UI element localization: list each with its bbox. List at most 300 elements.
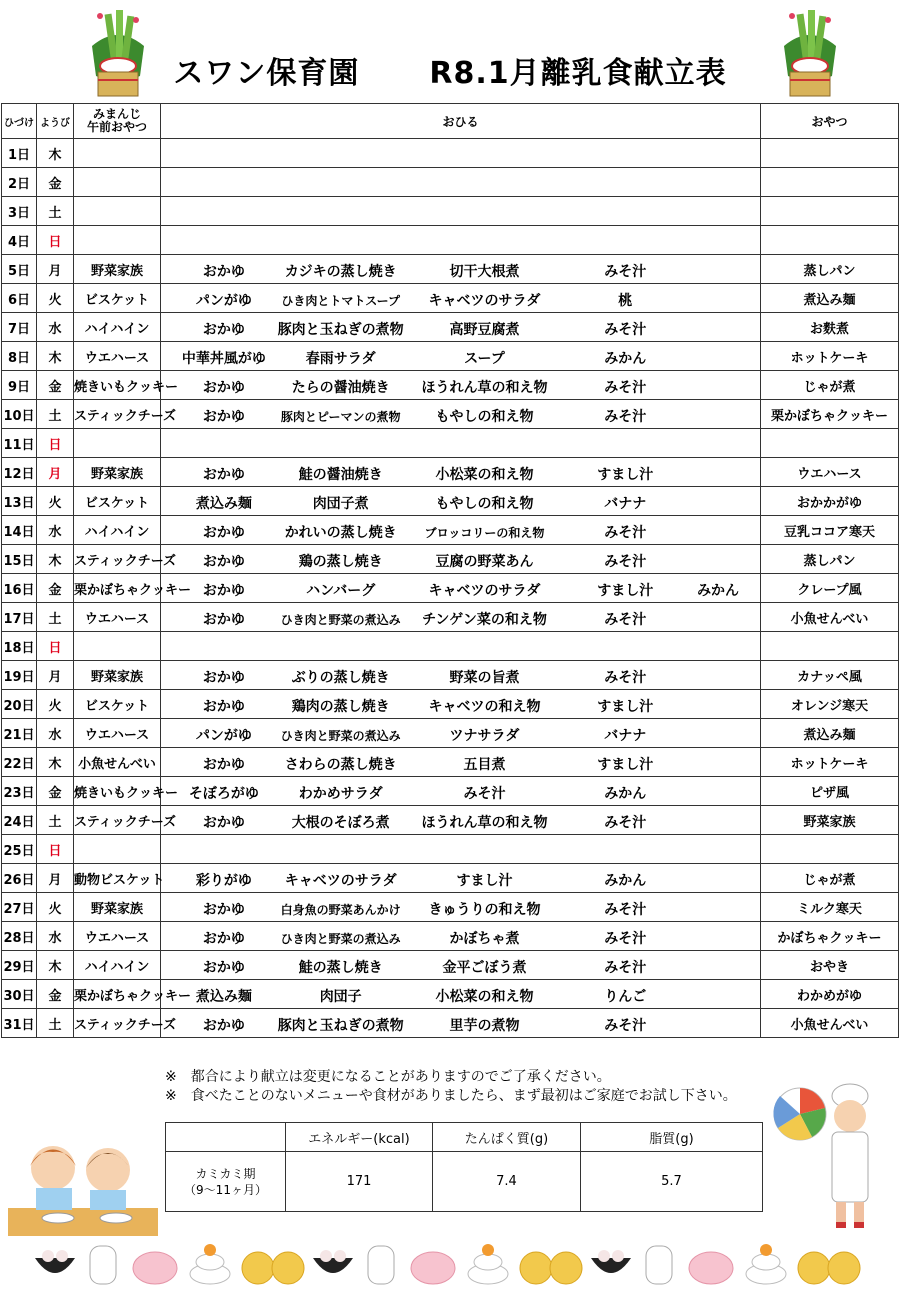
menu-row [2, 719, 899, 748]
lunch-item: きゅうりの和え物 [428, 902, 541, 918]
menu-row [2, 922, 899, 951]
nutrition-header: 脂質(g) [581, 1123, 763, 1152]
menu-row [2, 342, 899, 371]
nutrition-header: たんぱく質(g) [433, 1123, 581, 1152]
lunch-item: みそ汁 [604, 815, 647, 831]
date-cell: 15日 [2, 545, 37, 574]
lunch-item: みかん [604, 873, 647, 889]
lunch-item: 肉団子 [319, 989, 362, 1005]
date-cell: 18日 [2, 632, 37, 661]
am-snack-cell: ビスケット [74, 690, 161, 719]
lunch-item: すまし汁 [597, 699, 654, 715]
weekday-cell: 木 [37, 545, 74, 574]
weekday-cell: 土 [37, 1009, 74, 1038]
lunch-item: 中華丼風がゆ [181, 351, 266, 367]
lunch-cell [161, 864, 761, 893]
lunch-item: おかゆ [202, 554, 245, 570]
am-snack-cell: ビスケット [74, 284, 161, 313]
date-cell: 1日 [2, 139, 37, 168]
am-snack-cell [74, 139, 161, 168]
lunch-item: 彩りがゆ [195, 873, 252, 889]
pm-snack-cell: 栗かぼちゃクッキー [761, 400, 899, 429]
am-snack-cell: ビスケット [74, 487, 161, 516]
pm-snack-cell: ピザ風 [761, 777, 899, 806]
lunch-cell [161, 139, 761, 168]
weekday-cell: 月 [37, 458, 74, 487]
lunch-item: おかゆ [202, 699, 245, 715]
am-snack-cell [74, 168, 161, 197]
weekday-cell: 金 [37, 574, 74, 603]
lunch-item: 豚肉とピーマンの煮物 [280, 410, 401, 424]
weekday-cell: 月 [37, 864, 74, 893]
lunch-item: すまし汁 [456, 873, 513, 889]
date-cell: 20日 [2, 690, 37, 719]
am-snack-cell: 野菜家族 [74, 893, 161, 922]
notes [165, 1068, 737, 1106]
lunch-item: おかゆ [202, 380, 245, 396]
pm-snack-cell: 豆乳ココア寒天 [761, 516, 899, 545]
lunch-item: みそ汁 [604, 960, 647, 976]
nutrition-protein: 7.4 [433, 1152, 581, 1212]
date-cell: 3日 [2, 197, 37, 226]
lunch-cell [161, 255, 761, 284]
menu-table [1, 103, 899, 1038]
nutrition-row [166, 1152, 763, 1212]
weekday-cell: 木 [37, 342, 74, 371]
lunch-item: ひき肉と野菜の煮込み [280, 932, 401, 946]
pm-snack-cell [761, 197, 899, 226]
weekday-cell: 金 [37, 777, 74, 806]
lunch-cell [161, 458, 761, 487]
date-cell: 16日 [2, 574, 37, 603]
date-cell: 21日 [2, 719, 37, 748]
pm-snack-cell [761, 632, 899, 661]
lunch-item: おかゆ [202, 322, 245, 338]
nutritionist-icon [770, 1076, 890, 1231]
date-cell: 10日 [2, 400, 37, 429]
lunch-item: 鮭の醤油焼き [298, 467, 383, 483]
lunch-item: すまし汁 [597, 467, 654, 483]
date-cell: 28日 [2, 922, 37, 951]
lunch-cell [161, 400, 761, 429]
lunch-item: 里芋の煮物 [449, 1018, 520, 1034]
weekday-cell: 水 [37, 313, 74, 342]
lunch-item: かれいの蒸し焼き [284, 525, 397, 541]
am-snack-cell: ハイハイン [74, 313, 161, 342]
lunch-item: ひき肉と野菜の煮込み [280, 613, 401, 627]
lunch-cell [161, 313, 761, 342]
lunch-item: 切干大根煮 [449, 264, 520, 280]
lunch-cell [161, 342, 761, 371]
date-cell: 26日 [2, 864, 37, 893]
nutrition-header-row [166, 1123, 763, 1152]
school-name: スワン保育園 [173, 56, 360, 91]
date-cell: 25日 [2, 835, 37, 864]
menu-row [2, 197, 899, 226]
lunch-cell [161, 574, 761, 603]
lunch-item: 高野豆腐煮 [449, 322, 520, 338]
header-pm-snack: おやつ [761, 104, 899, 139]
lunch-item: さわらの蒸し焼き [284, 757, 397, 773]
date-cell: 8日 [2, 342, 37, 371]
pm-snack-cell: おやき [761, 951, 899, 980]
lunch-item: キャベツのサラダ [284, 873, 397, 889]
lunch-cell [161, 487, 761, 516]
pm-snack-cell: 蒸しパン [761, 545, 899, 574]
weekday-cell: 木 [37, 748, 74, 777]
date-cell: 2日 [2, 168, 37, 197]
lunch-item: 春雨サラダ [305, 351, 376, 367]
date-cell: 5日 [2, 255, 37, 284]
lunch-item: みそ汁 [604, 902, 647, 918]
date-cell: 31日 [2, 1009, 37, 1038]
lunch-item: 鶏肉の蒸し焼き [291, 699, 390, 715]
menu-row [2, 400, 899, 429]
lunch-item: ひき肉とトマトスープ [281, 294, 401, 308]
lunch-item: もやしの和え物 [435, 496, 534, 512]
lunch-item: パンがゆ [195, 728, 252, 744]
am-snack-cell: 野菜家族 [74, 661, 161, 690]
lunch-item: 五目煮 [463, 757, 506, 773]
lunch-item: 鶏の蒸し焼き [298, 554, 383, 570]
lunch-cell [161, 922, 761, 951]
am-snack-cell: ウエハース [74, 719, 161, 748]
am-snack-cell: ウエハース [74, 922, 161, 951]
pm-snack-cell [761, 226, 899, 255]
lunch-item: 豚肉と玉ねぎの煮物 [277, 1018, 404, 1034]
lunch-item: そぼろがゆ [188, 786, 259, 802]
date-cell: 30日 [2, 980, 37, 1009]
weekday-cell: 水 [37, 516, 74, 545]
menu-row [2, 951, 899, 980]
date-cell: 17日 [2, 603, 37, 632]
lunch-item: おかゆ [202, 525, 245, 541]
am-snack-cell [74, 197, 161, 226]
date-cell: 23日 [2, 777, 37, 806]
am-snack-cell: スティックチーズ [74, 545, 161, 574]
note-line: ※ 都合により献立は変更になることがありますのでご了承ください。 [165, 1069, 611, 1085]
lunch-cell [161, 226, 761, 255]
menu-row [2, 545, 899, 574]
lunch-cell [161, 777, 761, 806]
lunch-item: みそ汁 [604, 380, 647, 396]
lunch-cell [161, 516, 761, 545]
lunch-item: みそ汁 [604, 322, 647, 338]
lunch-item: りんご [604, 989, 647, 1005]
menu-title: R8.1月離乳食献立表 [429, 56, 727, 91]
header-dow: ようび [37, 104, 74, 139]
lunch-item: カジキの蒸し焼き [284, 264, 397, 280]
weekday-cell: 日 [37, 226, 74, 255]
lunch-item: みかん [697, 583, 740, 599]
lunch-item: 小松菜の和え物 [435, 467, 534, 483]
lunch-item: みそ汁 [604, 931, 647, 947]
lunch-cell [161, 1009, 761, 1038]
lunch-item: みそ汁 [604, 409, 647, 425]
am-snack-cell: ウエハース [74, 342, 161, 371]
note-line: ※ 食べたことのないメニューや食材がありましたら、まず最初はご家庭でお試し下さい。 [165, 1088, 737, 1104]
am-snack-cell: 野菜家族 [74, 458, 161, 487]
lunch-item: ほうれん草の和え物 [421, 380, 548, 396]
lunch-item: キャベツのサラダ [428, 583, 541, 599]
date-cell: 6日 [2, 284, 37, 313]
lunch-item: 豚肉と玉ねぎの煮物 [277, 322, 404, 338]
new-year-food-border-icon [30, 1238, 890, 1288]
lunch-item: ハンバーグ [306, 583, 376, 599]
menu-row [2, 371, 899, 400]
lunch-cell [161, 951, 761, 980]
lunch-item: おかゆ [202, 467, 245, 483]
pm-snack-cell: 野菜家族 [761, 806, 899, 835]
am-snack-cell: スティックチーズ [74, 400, 161, 429]
menu-row [2, 226, 899, 255]
date-cell: 11日 [2, 429, 37, 458]
menu-row [2, 429, 899, 458]
lunch-item: みそ汁 [604, 554, 647, 570]
lunch-item: みそ汁 [604, 670, 647, 686]
am-snack-cell: スティックチーズ [74, 806, 161, 835]
pm-snack-cell: ホットケーキ [761, 748, 899, 777]
date-cell: 12日 [2, 458, 37, 487]
nutrition-fat: 5.7 [581, 1152, 763, 1212]
menu-row [2, 980, 899, 1009]
lunch-item: ツナサラダ [449, 728, 520, 744]
weekday-cell: 日 [37, 632, 74, 661]
lunch-item: すまし汁 [597, 757, 654, 773]
lunch-cell [161, 168, 761, 197]
lunch-item: ほうれん草の和え物 [421, 815, 548, 831]
pm-snack-cell: 煮込み麺 [761, 284, 899, 313]
lunch-item: 白身魚の野菜あんかけ [280, 903, 401, 917]
menu-row [2, 313, 899, 342]
weekday-cell: 金 [37, 371, 74, 400]
nutrition-energy: 171 [286, 1152, 433, 1212]
pm-snack-cell: わかめがゆ [761, 980, 899, 1009]
am-snack-cell [74, 632, 161, 661]
menu-row [2, 168, 899, 197]
menu-row [2, 603, 899, 632]
weekday-cell: 火 [37, 284, 74, 313]
weekday-cell: 土 [37, 603, 74, 632]
lunch-item: みそ汁 [604, 612, 647, 628]
lunch-item: スープ [464, 351, 505, 367]
lunch-item: キャベツの和え物 [428, 699, 541, 715]
lunch-item: みかん [604, 351, 647, 367]
am-snack-cell [74, 226, 161, 255]
date-cell: 24日 [2, 806, 37, 835]
lunch-item: ぶりの蒸し焼き [291, 670, 390, 686]
menu-row [2, 255, 899, 284]
lunch-item: 野菜の旨煮 [449, 670, 520, 686]
lunch-item: おかゆ [202, 264, 245, 280]
weekday-cell: 月 [37, 661, 74, 690]
lunch-item: おかゆ [202, 815, 245, 831]
lunch-item: ひき肉と野菜の煮込み [280, 729, 401, 743]
am-snack-cell: 焼きいもクッキー [74, 371, 161, 400]
menu-row [2, 748, 899, 777]
date-cell: 4日 [2, 226, 37, 255]
menu-row [2, 690, 899, 719]
lunch-item: もやしの和え物 [435, 409, 534, 425]
lunch-item: おかゆ [202, 583, 245, 599]
lunch-cell [161, 603, 761, 632]
menu-header-row [2, 104, 899, 139]
pm-snack-cell: ウエハース [761, 458, 899, 487]
weekday-cell: 月 [37, 255, 74, 284]
date-cell: 19日 [2, 661, 37, 690]
lunch-item: すまし汁 [597, 583, 654, 599]
lunch-item: わかめサラダ [298, 786, 383, 802]
pm-snack-cell: 蒸しパン [761, 255, 899, 284]
menu-row [2, 1009, 899, 1038]
lunch-item: 小松菜の和え物 [435, 989, 534, 1005]
lunch-cell [161, 429, 761, 458]
weekday-cell: 木 [37, 139, 74, 168]
menu-row [2, 661, 899, 690]
lunch-item: バナナ [604, 496, 647, 512]
menu-row [2, 632, 899, 661]
lunch-item: おかゆ [202, 1018, 245, 1034]
pm-snack-cell: じゃが煮 [761, 371, 899, 400]
lunch-cell [161, 806, 761, 835]
lunch-cell [161, 748, 761, 777]
pm-snack-cell: カナッペ風 [761, 661, 899, 690]
lunch-item: 煮込み麺 [195, 989, 252, 1005]
lunch-item: たらの醤油焼き [291, 380, 390, 396]
lunch-cell [161, 371, 761, 400]
weekday-cell: 火 [37, 487, 74, 516]
lunch-item: おかゆ [202, 409, 245, 425]
lunch-item: おかゆ [202, 902, 245, 918]
date-cell: 9日 [2, 371, 37, 400]
date-cell: 27日 [2, 893, 37, 922]
am-snack-cell: スティックチーズ [74, 1009, 161, 1038]
lunch-cell [161, 284, 761, 313]
lunch-item: 金平ごぼう煮 [442, 960, 527, 976]
lunch-item: おかゆ [202, 931, 245, 947]
date-cell: 22日 [2, 748, 37, 777]
weekday-cell: 土 [37, 197, 74, 226]
weekday-cell: 土 [37, 806, 74, 835]
pm-snack-cell [761, 835, 899, 864]
lunch-cell [161, 893, 761, 922]
pm-snack-cell: 煮込み麺 [761, 719, 899, 748]
lunch-item: おかゆ [202, 612, 245, 628]
lunch-item: みそ汁 [604, 525, 647, 541]
header-am-snack: みまんじ 午前おやつ [74, 104, 161, 139]
menu-row [2, 806, 899, 835]
lunch-cell [161, 197, 761, 226]
nutrition-table [165, 1122, 763, 1212]
lunch-item: みそ汁 [463, 786, 506, 802]
am-snack-cell: ハイハイン [74, 516, 161, 545]
am-snack-cell: ウエハース [74, 603, 161, 632]
lunch-item: おかゆ [202, 757, 245, 773]
lunch-item: みかん [604, 786, 647, 802]
page-title [0, 48, 900, 92]
pm-snack-cell [761, 139, 899, 168]
pm-snack-cell: 小魚せんべい [761, 1009, 899, 1038]
lunch-item: みそ汁 [604, 1018, 647, 1034]
menu-row [2, 458, 899, 487]
date-cell: 13日 [2, 487, 37, 516]
menu-row [2, 487, 899, 516]
pm-snack-cell: クレープ風 [761, 574, 899, 603]
lunch-cell [161, 690, 761, 719]
pm-snack-cell [761, 429, 899, 458]
lunch-item: バナナ [604, 728, 647, 744]
weekday-cell: 水 [37, 922, 74, 951]
pm-snack-cell: 小魚せんべい [761, 603, 899, 632]
lunch-cell [161, 632, 761, 661]
lunch-cell [161, 719, 761, 748]
lunch-cell [161, 835, 761, 864]
lunch-item: 豆腐の野菜あん [435, 554, 534, 570]
weekday-cell: 金 [37, 168, 74, 197]
menu-row [2, 864, 899, 893]
lunch-item: ブロッコリーの和え物 [424, 526, 545, 540]
lunch-item: 桃 [618, 293, 633, 309]
pm-snack-cell: お麩煮 [761, 313, 899, 342]
menu-row [2, 893, 899, 922]
lunch-item: 鮭の蒸し焼き [298, 960, 383, 976]
am-snack-cell: 動物ビスケット [74, 864, 161, 893]
pm-snack-cell [761, 168, 899, 197]
nutrition-corner [166, 1123, 286, 1152]
nutrition-header: エネルギー(kcal) [286, 1123, 433, 1152]
weekday-cell: 火 [37, 893, 74, 922]
menu-row [2, 139, 899, 168]
menu-row [2, 516, 899, 545]
weekday-cell: 金 [37, 980, 74, 1009]
am-snack-cell: 野菜家族 [74, 255, 161, 284]
am-snack-cell: 栗かぼちゃクッキー [74, 574, 161, 603]
lunch-cell [161, 980, 761, 1009]
date-cell: 29日 [2, 951, 37, 980]
header-date: ひづけ [2, 104, 37, 139]
lunch-item: チンゲン菜の和え物 [422, 612, 547, 628]
menu-row [2, 284, 899, 313]
weekday-cell: 土 [37, 400, 74, 429]
menu-row [2, 835, 899, 864]
am-snack-cell: ハイハイン [74, 951, 161, 980]
date-cell: 7日 [2, 313, 37, 342]
children-eating-icon [8, 1128, 158, 1238]
weekday-cell: 水 [37, 719, 74, 748]
lunch-item: キャベツのサラダ [428, 293, 541, 309]
weekday-cell: 日 [37, 429, 74, 458]
weekday-cell: 木 [37, 951, 74, 980]
am-snack-cell: 小魚せんべい [74, 748, 161, 777]
pm-snack-cell: かぼちゃクッキー [761, 922, 899, 951]
nutrition-stage-label: カミカミ期 （9～11ヶ月） [166, 1152, 286, 1212]
lunch-item: かぼちゃ煮 [449, 931, 520, 947]
menu-row [2, 777, 899, 806]
pm-snack-cell: おかかがゆ [761, 487, 899, 516]
weekday-cell: 日 [37, 835, 74, 864]
lunch-cell [161, 661, 761, 690]
pm-snack-cell: じゃが煮 [761, 864, 899, 893]
am-snack-cell [74, 835, 161, 864]
lunch-item: おかゆ [202, 670, 245, 686]
lunch-item: おかゆ [202, 960, 245, 976]
lunch-item: 大根のそぼろ煮 [291, 815, 390, 831]
lunch-item: 煮込み麺 [195, 496, 252, 512]
weekday-cell: 火 [37, 690, 74, 719]
date-cell: 14日 [2, 516, 37, 545]
pm-snack-cell: ホットケーキ [761, 342, 899, 371]
am-snack-cell: 焼きいもクッキー [74, 777, 161, 806]
